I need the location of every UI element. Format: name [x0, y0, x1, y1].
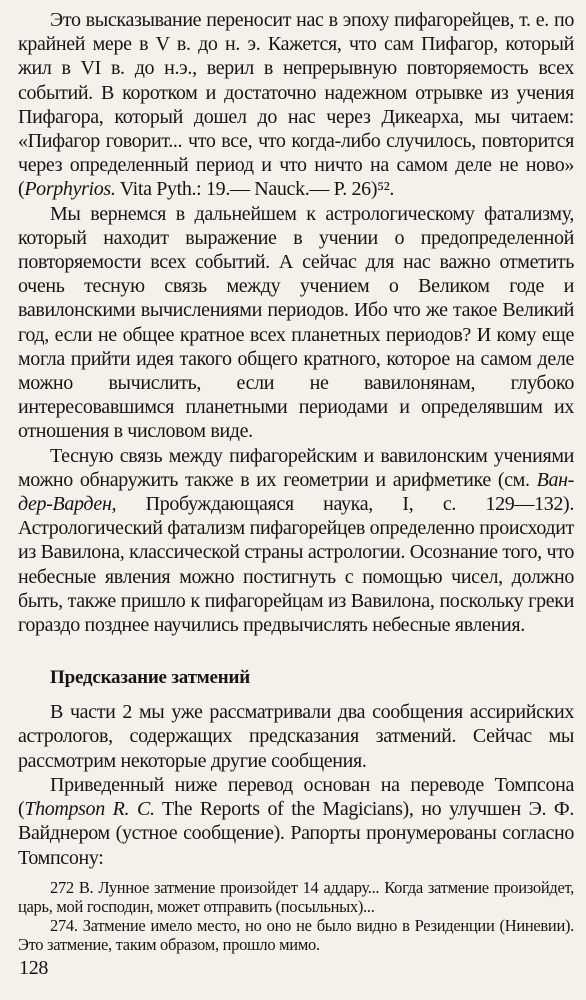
paragraph-1-text: Это высказывание переносит нас в эпоху пифагорейцев, т. е. по крайней мере в V в. до н. э. Кажется, что сам Пифагор, который жил в VI в. до н.э., верил в непрерывную повторяемость всех событий. В коротком и достаточно надежном отрывке из учения Пифагора, который дошел до нас через Дикеарха, мы читаем: «Пифагор говорит... что все, что когда-либо случилось, повторится через определенный период и что ничто на самом деле не ново» (: [18, 9, 574, 201]
report-274: 274. Затмение имело место, но оно не было видно в Резиденции (Ниневии). Это затмение, таким образом, прошло мимо.: [18, 915, 574, 954]
page-number: 128: [19, 957, 49, 979]
paragraph-5: [18, 773, 574, 870]
main-text: [18, 8, 574, 637]
paragraph-3: [18, 444, 574, 638]
paragraph-5-tail: The Reports of the Magicians), но улучшен Э. Ф. Вайднером (устное сообщение). Рапорты пронумерованы согласно Томпсону:: [18, 798, 575, 869]
section-heading: Предсказание затмений: [50, 667, 250, 689]
section-text: [18, 700, 574, 869]
paragraph-4: В части 2 мы уже рассматривали два сообщения ассирийских астрологов, содержащих предсказания затмений. Сейчас мы рассмотрим некоторые другие сообщения.: [18, 701, 574, 772]
paragraph-2: Мы вернемся в дальнейшем к астрологическому фатализму, который находит выражение в учении о предопределенной повторяемости всех событий. А сейчас для нас важно отметить очень тесную связь между учением о Великом годе и вавилонскими вычислениями периодов. Ибо что же такое Великий год, если не общее кратное всех планетных периодов? И кому еще могла прийти идея такого общего кратного, которое на самом деле можно вычислить, если не вавилонянам, глубоко интересовавшимся планетными периодами и определявшим их отношения в числовом виде.: [18, 202, 574, 443]
paragraph-5-text: Приведенный ниже перевод основан на переводе Томпсона (: [18, 773, 574, 821]
citation-van-der-waerden: Ван-дер-Варден: [18, 468, 574, 516]
citation-thompson: Thompson R. C.: [24, 798, 155, 821]
report-272b: 272 B. Лунное затмение произойдет 14 аддару... Когда затмение произойдет, царь, мой господин, может отправить (посыльных)...: [18, 877, 574, 916]
citation-porphyrios: Porphyrios.: [24, 178, 116, 201]
report-excerpts: [18, 878, 574, 954]
paragraph-3-text: Тесную связь между пифагорейским и вавилонским учениями можно обнаружить также в их геометрии и арифметике (см.: [18, 444, 574, 491]
paragraph-1-tail: Vita Pyth.: 19.— Nauck.— P. 26)⁵².: [115, 178, 395, 201]
paragraph-3-tail: , Пробуждающаяся наука, I, с. 129—132). Астрологический фатализм пифагорейцев определенно происходит из Вавилона, классической страны астрологии. Осознание того, что небесные явления можно постигнуть с помощью чисел, должно быть, также пришло к пифагорейцам из Вавилона, поскольку греки гораздо позднее научились предвычислять небесные явления.: [18, 493, 574, 637]
paragraph-1: [18, 8, 574, 202]
